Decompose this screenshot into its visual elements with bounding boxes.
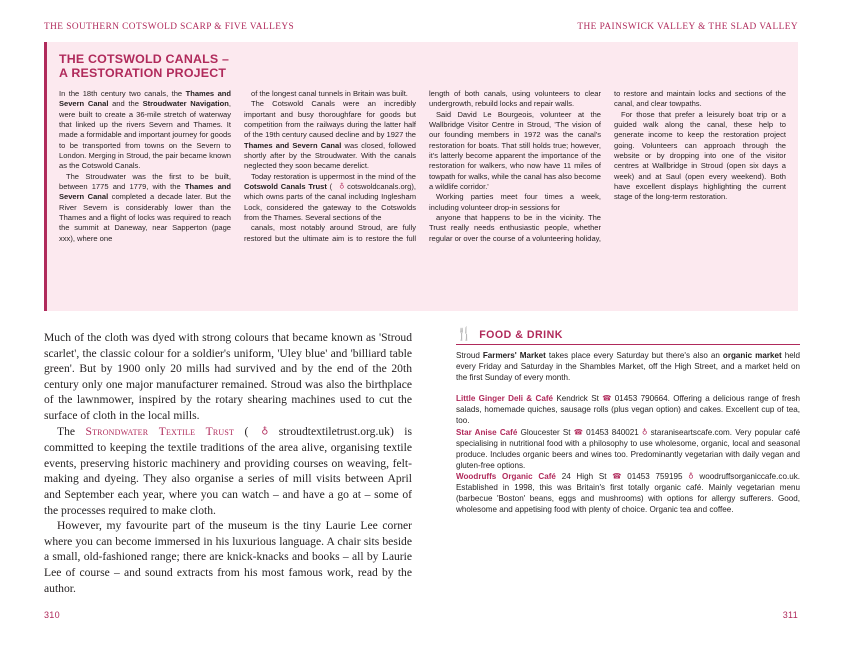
feature-para: of the longest canal tunnels in Britain was built.: [251, 88, 408, 98]
organisation-name: Strondwater Textile Trust: [85, 424, 235, 438]
running-head-left: THE SOUTHERN COTSWOLD SCARP & FIVE VALLEYS: [44, 22, 295, 32]
body-para-textile-trust: [44, 424, 412, 519]
listing-address: 24 High St: [561, 471, 607, 481]
listing-address: Gloucester St: [520, 427, 571, 437]
food-and-drink-section: [456, 328, 800, 515]
listing-web[interactable]: woodruffsorganiccafe.co.uk.: [699, 471, 801, 481]
body-para-lead: The: [57, 424, 86, 438]
listing-phone: 01453 840021: [586, 427, 639, 437]
feature-para: canals, most notably around Stroud, are fully restored but the ultimate aim is to restore the full length of both canals, using volunteers to clear undergrowth, rebuild locks and repair walls.: [244, 88, 601, 243]
body-column-left: [44, 330, 412, 596]
food-drink-header: [456, 328, 800, 345]
intro-bold-2: organic market: [722, 351, 782, 360]
listing-address: Kendrick St: [556, 394, 599, 404]
feature-para: Said David Le Bourgeois, volunteer at the Wallbridge Visitor Centre in Stroud, 'The vision of our founding members in 1972 was the canal's restoration for boats. That still holds true; however, it's latterly become apparent the importance of the restoration for walkers, who now have 11 miles of towpath for walks, while the canal has also become a wildlife corridor.': [429, 109, 601, 191]
feature-para: For those that prefer a leisurely boat trip or a guided walk along the canal, these help to generate income to keep the restoration project going. Volunteers can approach through the website or by dropping into one of the visitor centres at Wallbridge in Stroud (open six days a week) and at Saul (open every weekend). Both have excellent displays highlighting the current stage of the long-term restoration.: [614, 109, 786, 202]
feature-columns: [59, 89, 786, 301]
web-icon: ♁: [261, 426, 269, 438]
listing-name[interactable]: Woodruffs Organic Café: [456, 471, 556, 481]
cutlery-icon: 🍴: [456, 327, 473, 342]
listing-phone: 01453 790664.: [614, 394, 670, 404]
listing-description: Offering a delicious range of fresh salads, homemade quiches, sausage rolls (plus vegan option) and cakes. Excellent cup of tea, too.: [456, 394, 800, 426]
feature-para: Today restoration is uppermost in the mind of the Cotswold Canals Trust ( ♁ cotswoldcanals.org), which owns parts of the canal including Inglesham Lock, considered the gateway to the Cotswolds from the Thames. Several sections of the: [244, 171, 416, 222]
feature-para: Working parties meet four times a week, including volunteer drop-in sessions for: [429, 192, 601, 212]
food-drink-intro: [456, 350, 800, 383]
phone-icon: ☎: [612, 471, 622, 481]
running-head-right: THE PAINSWICK VALLEY & THE SLAD VALLEY: [577, 22, 798, 32]
feature-title: [59, 52, 786, 81]
listing-description: Very popular café specialising in nutritional food with a philosophy to use wholesome, organic, local and seasonal produce. Includes organic beers and wines too. Predominantly vegetarian with daily vegan and gluten-free options.: [456, 427, 801, 470]
phone-icon: ☎: [573, 427, 583, 437]
listing-item: [456, 427, 800, 471]
feature-title-line-1: THE COTSWOLD CANALS –: [59, 52, 230, 66]
body-para-tail: ) is committed to keeping the textile traditions of the area alive, organising textile events, preserving historic machinery and providing courses on weaving, felt-making and dyeing. They also organise a series of mill visits between April and September each year, where you can watch – and have a go at – some of the processes required to make cloth.: [44, 424, 412, 517]
food-drink-body: [456, 350, 800, 515]
listing-item: [456, 393, 800, 426]
body-para-link: [268, 425, 278, 438]
body-para: Much of the cloth was dyed with strong colours that became known as 'Stroud scarlet', the classic colour for a soldier's uniform, 'Uley blue' and 'billiard table green'. But by 1900 only 20 mills had survived and by the end of the 20th century only one major manufacturer remained. Stroud was also the birthplace of the lawnmower, inspired by the rotary shearing machines used to cut the surface of cloth in the local mills.: [44, 331, 412, 422]
feature-para: The Stroudwater was the first to be built, between 1775 and 1779, with the Thames and Severn Canal completed a decade later. But the River Severn is considerably lower than the Thames and a flight of locks was required to reach the summit at Daneway, near Sapperton (page xxx), where one: [59, 171, 231, 243]
page-number-left: 310: [44, 610, 60, 620]
feature-para: anyone that happens to be in the vicinity. The Trust really needs enthusiastic people, whether regular or over the course of a volunteering holiday, to restore and maintain locks and sections of the canal, and clear towpaths.: [429, 88, 786, 243]
listing-name[interactable]: Star Anise Café: [456, 427, 518, 437]
listing-phone: 01453 759195: [627, 471, 683, 481]
page-number-right: 311: [782, 610, 798, 620]
feature-title-line-2: A RESTORATION PROJECT: [59, 66, 227, 81]
intro-c: held every Friday and Saturday in the Shambles Market, off the High Street, and a market held on the first Sunday of every month.: [456, 351, 800, 383]
intro-b: takes place every Saturday but there's also an: [545, 351, 723, 360]
intro-a: Stroud: [456, 351, 483, 360]
listing-description: Established in 1998, this was Britain's first totally organic café. Mainly vegetarian menu (barbecue 'Boston' beans, eggs and mushrooms) with options for allergy sufferers. Good, wholesome and appetising food with plenty of choice. Organic tea and coffee.: [456, 483, 800, 515]
website-link[interactable]: stroudtextiletrust.org.uk: [278, 424, 390, 438]
food-drink-title: FOOD & DRINK: [479, 328, 563, 341]
feature-para: The Cotswold Canals were an incredibly important and busy thoroughfare for goods but competition from the railways during the latter half of the 19th century caused decline and by 1927 the Thames and Severn Canal was closed, followed shortly after by the Stroudwater. With the canals neglected they soon became derelict.: [244, 99, 417, 171]
phone-icon: ☎: [602, 393, 612, 403]
feature-para: In the 18th century two canals, the Thames and Severn Canal and the Stroudwater Navigation, were built to create a 36-mile stretch of waterway that linked up the rivers Severn and Thames. It made a formidable and important journey for goods to be transported from towns on the Severn to London. Merging in Stroud, the pair became known as the Cotswold Canals.: [59, 88, 231, 171]
listing-web[interactable]: staraniseartscafe.com.: [650, 427, 733, 437]
body-para-mid: (: [234, 424, 249, 438]
web-icon: ♁: [642, 427, 648, 437]
body-para: However, my favourite part of the museum is the tiny Laurie Lee corner where you can become immersed in his luxurious language. A chair sits beside a small, old-fashioned range; there are knick-knacks and books – all by Laurie Lee of course – and sound extracts from his most famous work, read by the author.: [44, 519, 412, 595]
listing-name[interactable]: Little Ginger Deli & Café: [456, 394, 554, 404]
feature-box: [44, 42, 798, 311]
listing-item: [456, 471, 800, 515]
intro-bold-1: Farmers' Market: [482, 351, 546, 360]
web-icon: ♁: [688, 471, 694, 481]
